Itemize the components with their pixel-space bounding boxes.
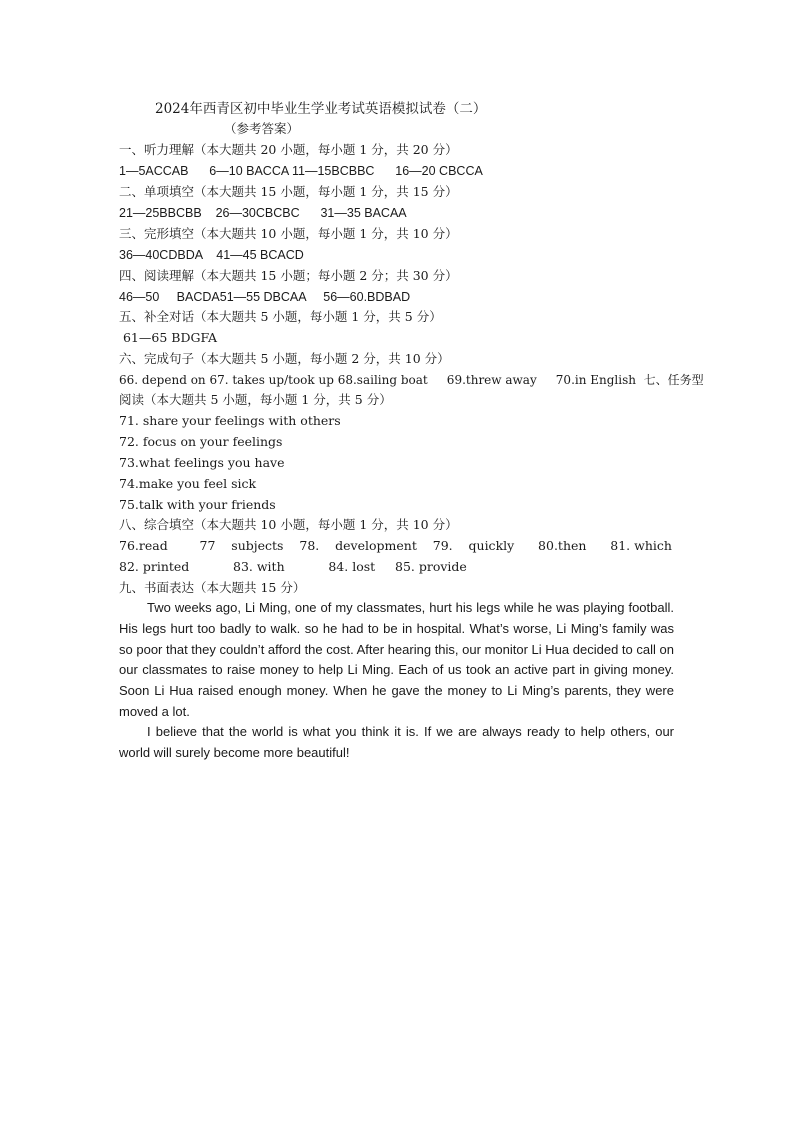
section-comprehensive-line2: 82. printed 83. with 84. lost 85. provide: [119, 559, 467, 574]
task-item: 74.make you feel sick: [119, 476, 257, 491]
section-writing-header: 九、书面表达（本大题共 15 分）: [119, 580, 306, 595]
section-comprehensive-header: 八、综合填空（本大题共 10 小题，每小题 1 分，共 10 分）: [119, 517, 458, 532]
section-listening-answers: 1—5ACCAB 6—10 BACCA 11—15BCBBC 16—20 CBCCA: [119, 164, 483, 178]
section-comprehensive-line1: 76.read 77 subjects 78. development 79. quickly 80.then 81. which: [119, 538, 672, 553]
section-single-choice-header: 二、单项填空（本大题共 15 小题，每小题 1 分，共 15 分）: [119, 184, 458, 199]
section-cloze-header: 三、完形填空（本大题共 10 小题，每小题 1 分，共 10 分）: [119, 226, 458, 241]
task-item: 72. focus on your feelings: [119, 434, 283, 449]
section-reading-header: 四、阅读理解（本大题共 15 小题；每小题 2 分；共 30 分）: [119, 268, 458, 283]
section-task-reading-header: 阅读（本大题共 5 小题，每小题 1 分，共 5 分）: [119, 392, 392, 407]
section-cloze-answers: 36—40CDBDA 41—45 BCACD: [119, 248, 304, 262]
task-item: 75.talk with your friends: [119, 497, 276, 512]
section-listening-header: 一、听力理解（本大题共 20 小题，每小题 1 分，共 20 分）: [119, 142, 458, 157]
section-single-choice-answers: 21—25BBCBB 26—30CBCBC 31—35 BACAA: [119, 206, 407, 220]
section-sentences-header: 六、完成句子（本大题共 5 小题，每小题 2 分，共 10 分）: [119, 351, 450, 366]
essay-paragraph: Two weeks ago, Li Ming, one of my classmates, hurt his legs while he was playing football. His legs hurt too badly to walk. so he had to be in hospital. What’s worse, Li Ming’s family was so poor that they couldn’t afford the cost. After hearing this, our monitor Li Hua decided to call on our classmates to raise money to help Li Ming. Each of us took an active part in giving money. Soon Li Hua raised enough money. When he gave the money to Li Ming’s parents, they were moved a lot.: [119, 600, 674, 719]
section-reading-answers: 46—50 BACDA51—55 DBCAA 56—60.BDBAD: [119, 290, 411, 304]
essay-paragraph: I believe that the world is what you think it is. If we are always ready to help others, our world will surely become more beautiful!: [119, 724, 674, 760]
page-subtitle: （参考答案）: [224, 121, 300, 136]
section-sentences-answers: 66. depend on 67. takes up/took up 68.sailing boat 69.threw away 70.in English 七、任务型: [119, 373, 704, 387]
section-dialogue-header: 五、补全对话（本大题共 5 小题，每小题 1 分，共 5 分）: [119, 309, 442, 324]
task-item: 73.what feelings you have: [119, 455, 285, 470]
section-dialogue-answers: 61—65 BDGFA: [119, 330, 218, 345]
task-item: 71. share your feelings with others: [119, 413, 341, 428]
page-title: 2024年西青区初中毕业生学业考试英语模拟试卷（二）: [155, 101, 487, 117]
